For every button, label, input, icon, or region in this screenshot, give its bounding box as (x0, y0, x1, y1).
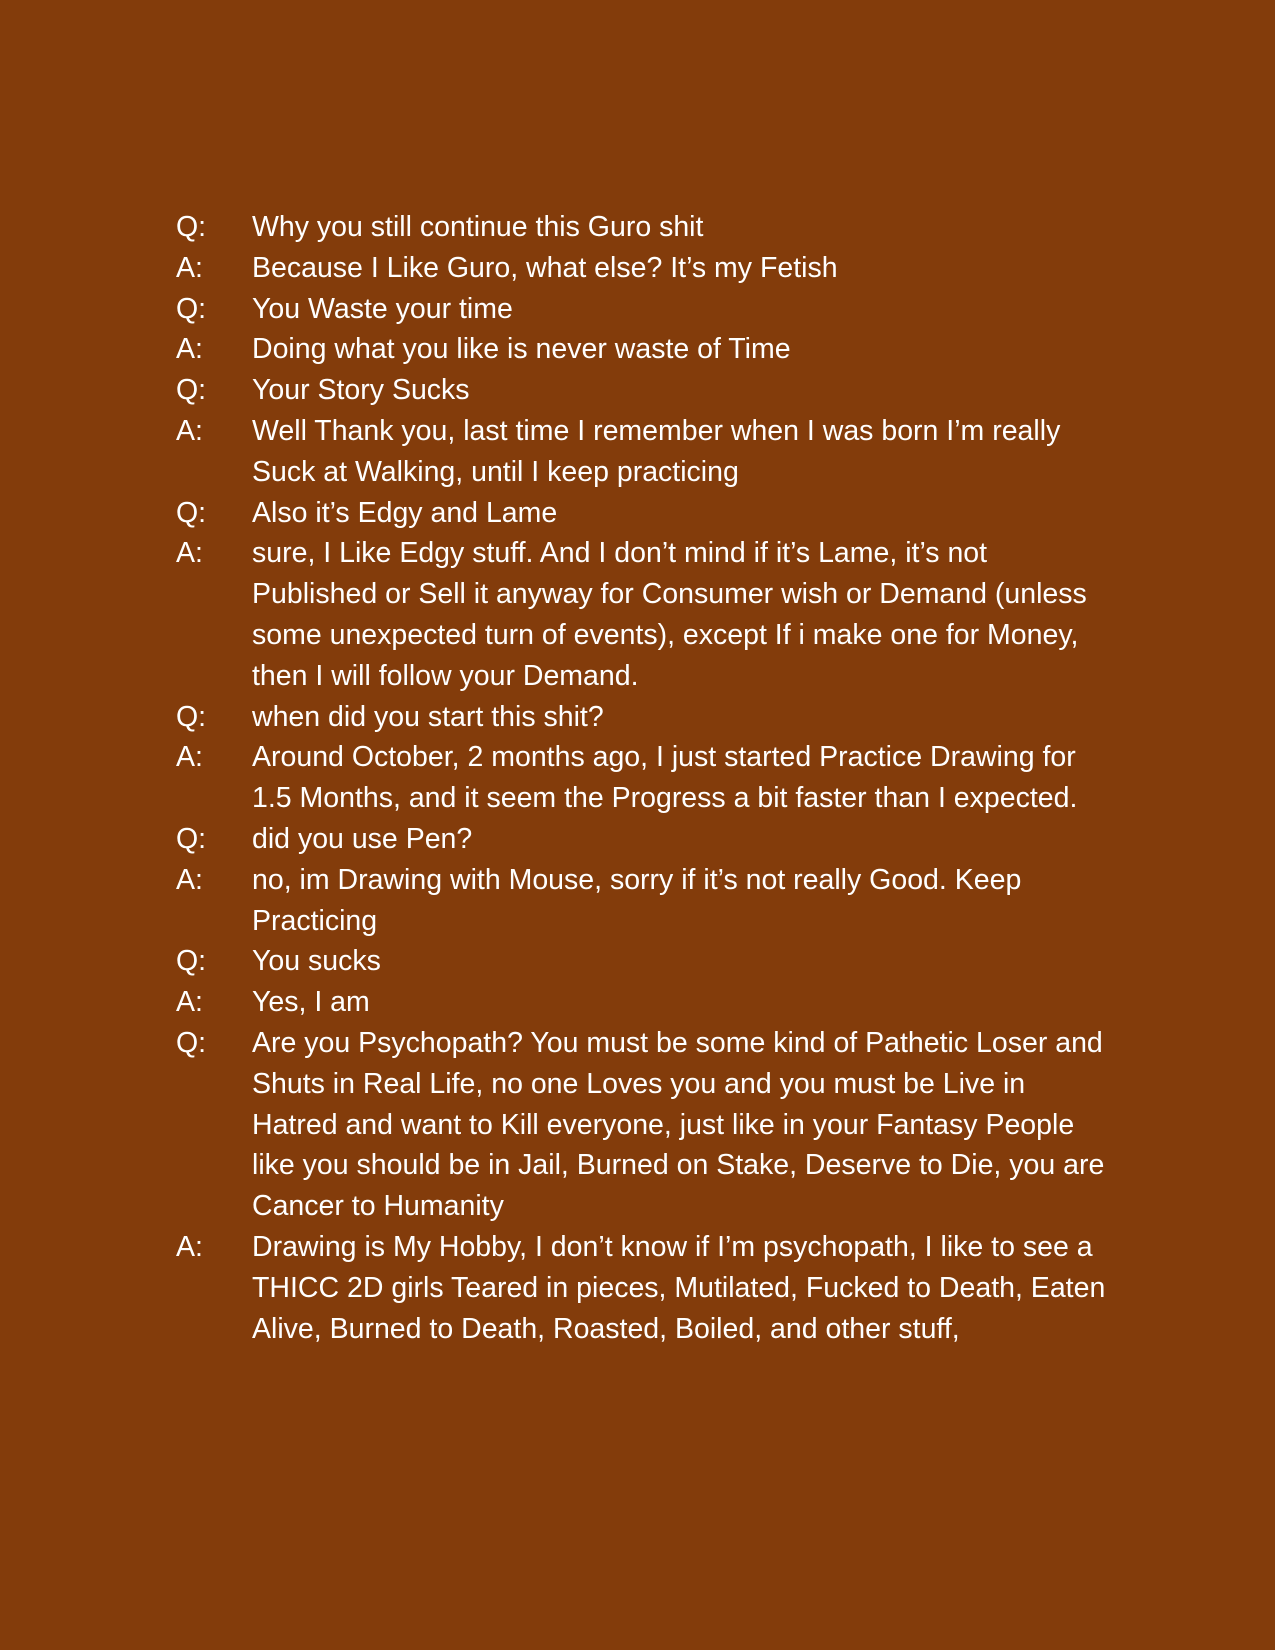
qa-entry-answer (176, 248, 1106, 289)
answer-text: Because I Like Guro, what else? It’s my Fetish (252, 251, 838, 284)
answer-label: A: (176, 414, 203, 447)
answer-text: no, im Drawing with Mouse, sorry if it’s not really Good. Keep Practicing (252, 863, 1022, 937)
question-text: Are you Psychopath? You must be some kind of Pathetic Loser and Shuts in Real Life, no one Loves you and you must be Live in Hatred and want to Kill everyone, just like in your Fantasy People like you should be in Jail, Burned on Stake, Deserve to Die, you are Cancer to Humanity (252, 1026, 1105, 1223)
qa-list (176, 207, 1106, 1349)
qa-entry-question (176, 207, 1106, 248)
answer-text: Well Thank you, last time I remember when I was born I’m really Suck at Walking, until I keep practicing (252, 414, 1061, 488)
qa-entry-question (176, 819, 1106, 860)
qa-entry-answer (176, 1227, 1106, 1349)
answer-text: Drawing is My Hobby, I don’t know if I’m psychopath, I like to see a THICC 2D girls Teared in pieces, Mutilated, Fucked to Death, Eaten Alive, Burned to Death, Roasted, Boiled, and other stuff, (252, 1230, 1106, 1345)
answer-label: A: (176, 251, 203, 284)
question-text: when did you start this shit? (252, 700, 604, 733)
answer-text: Doing what you like is never waste of Time (252, 333, 791, 366)
qa-entry-answer (176, 737, 1106, 819)
answer-label: A: (176, 986, 203, 1019)
answer-label: A: (176, 1230, 203, 1263)
qa-entry-question (176, 1023, 1106, 1227)
question-label: Q: (176, 822, 207, 855)
question-label: Q: (176, 211, 207, 243)
qa-entry-question (176, 493, 1106, 534)
answer-label: A: (176, 537, 203, 570)
question-text: You sucks (252, 945, 381, 978)
answer-text: sure, I Like Edgy stuff. And I don’t mind if it’s Lame, it’s not Published or Sell it anyway for Consumer wish or Demand (unless some unexpected turn of events), except If i make one for Money, then I will follow your Demand. (252, 537, 1087, 692)
answer-label: A: (176, 863, 203, 896)
answer-label: A: (176, 333, 203, 366)
qa-entry-question (176, 941, 1106, 982)
question-label: Q: (176, 700, 207, 733)
qa-entry-answer (176, 329, 1106, 370)
question-text: Your Story Sucks (252, 374, 470, 407)
qa-entry-question (176, 370, 1106, 411)
qa-entry-question (176, 289, 1106, 330)
question-label: Q: (176, 292, 207, 325)
question-text: did you use Pen? (252, 822, 473, 855)
qa-entry-question (176, 697, 1106, 738)
question-label: Q: (176, 1026, 207, 1059)
question-label: Q: (176, 496, 207, 529)
answer-label: A: (176, 741, 203, 774)
qa-entry-answer (176, 982, 1106, 1023)
answer-text: Around October, 2 months ago, I just started Practice Drawing for 1.5 Months, and it seem the Progress a bit faster than I expected. (252, 741, 1078, 815)
question-label: Q: (176, 945, 207, 978)
question-text: Also it’s Edgy and Lame (252, 496, 558, 529)
answer-text: Yes, I am (252, 986, 370, 1019)
qa-entry-answer (176, 533, 1106, 696)
question-text: Why you still continue this Guro shit (252, 211, 704, 243)
qa-entry-answer (176, 411, 1106, 493)
question-label: Q: (176, 374, 207, 407)
question-text: You Waste your time (252, 292, 513, 325)
qa-entry-answer (176, 860, 1106, 942)
